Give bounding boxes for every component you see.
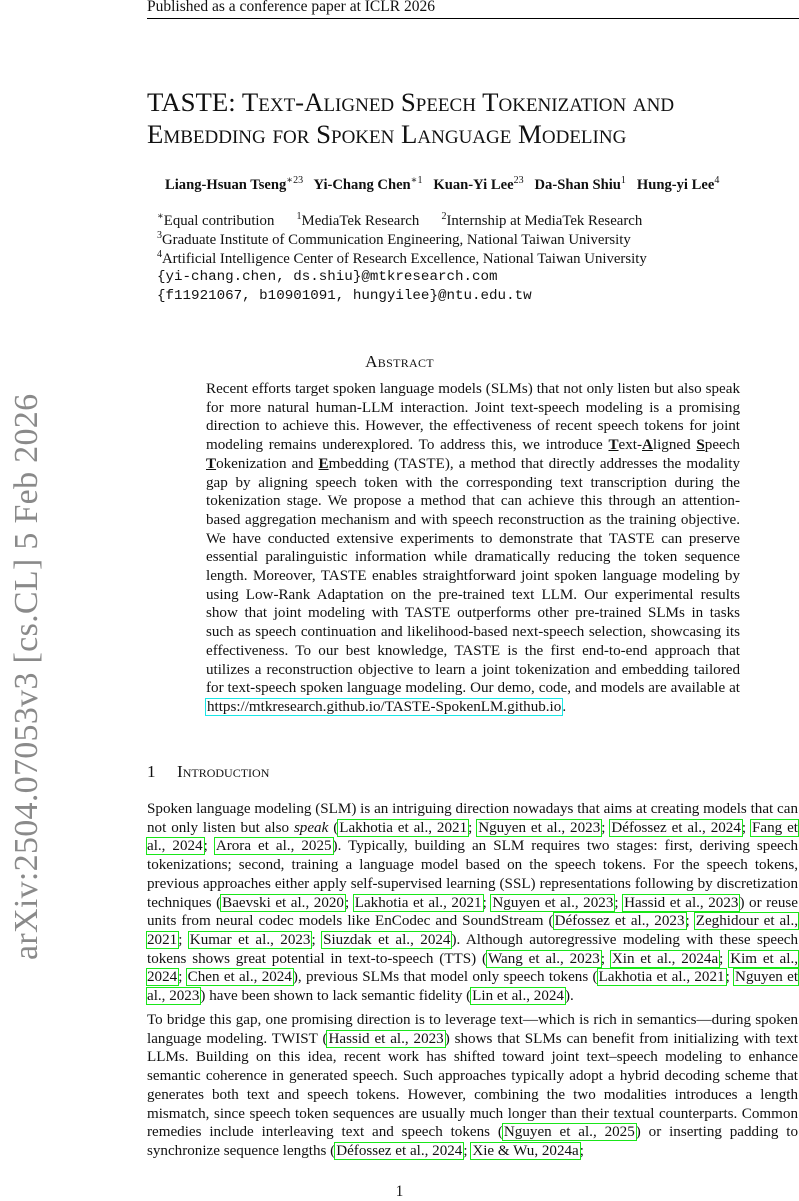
body-text: ). Although autoregressive modeling with these speech tokens shows great potential in text-to-speech (TTS) ( bbox=[147, 931, 799, 967]
affiliation-line-4 bbox=[157, 249, 647, 268]
abstract-heading: Abstract bbox=[365, 352, 434, 371]
body-text: ; bbox=[601, 819, 611, 836]
abstract-part: mbedding (TASTE), a method that directly addresses the modality gap by aligning speech token with the corresponding text transcription during the tokenization stage. We propose a method that can achieve this through an attention-based aggregation mechanism and with speech reconstruction as the training objective. We have conducted extensive experiments to demonstrate that TASTE can preserve essential paralinguistic information while dramatically reducing the token sequence length. Moreover, TASTE enables straightforward joint spoken language modeling by using Low-Rank Adaptation on the pre-trained text LLM. Our experimental results show that joint modeling with TASTE outperforms other pre-trained SLMs in tasks such as speech continuation and likelihood-based next-speech selection, showcasing its effectiveness. To our best knowledge, TASTE is the first end-to-end approach that utilizes a reconstruction objective to learn a joint tokenization and embedding tailored for text-speech spoken language modeling. Our demo, code, and models are available at bbox=[206, 455, 740, 697]
body-text: ; bbox=[741, 819, 752, 836]
email-line-1: {yi-chang.chen, ds.shiu}@mtkresearch.com bbox=[157, 269, 498, 285]
author-sup: ∗23 bbox=[286, 175, 304, 186]
body-text: ; bbox=[482, 894, 492, 911]
author-name: Kuan-Yi Lee bbox=[433, 176, 514, 193]
citation-link[interactable]: Lakhotia et al., 2021 bbox=[354, 894, 482, 911]
affiliation-4: Artificial Intelligence Center of Research Excellence, National Taiwan University bbox=[162, 250, 647, 267]
abstract-part: okenization and bbox=[216, 455, 319, 472]
affiliation-line-1 bbox=[157, 211, 642, 230]
body-text: ) have been shown to lack semantic fidelity ( bbox=[200, 988, 472, 1005]
body-text: ; bbox=[311, 931, 323, 948]
author-sup: 4 bbox=[714, 175, 720, 186]
author-sup: 1 bbox=[620, 175, 626, 186]
body-text: ; bbox=[579, 1142, 584, 1159]
title-line-1: TASTE: Text-Aligned Speech Tokenization and bbox=[147, 87, 675, 117]
aff2-sup: 2 bbox=[441, 211, 447, 222]
citation-link[interactable]: Défossez et al., 2024 bbox=[611, 819, 741, 836]
affiliation-1: MediaTek Research bbox=[301, 212, 420, 229]
citation-link[interactable]: Zeghidour et al., 2021 bbox=[147, 913, 798, 948]
abstract-part: . bbox=[562, 698, 567, 715]
body-text: ), previous SLMs that model only speech tokens ( bbox=[292, 969, 598, 986]
abstract-part: ligned bbox=[652, 437, 697, 454]
citation-link[interactable]: Défossez et al., 2024 bbox=[336, 1142, 463, 1159]
citation-link[interactable]: Xie & Wu, 2024a bbox=[472, 1142, 579, 1159]
citation-link[interactable]: Lin et al., 2024 bbox=[472, 988, 564, 1005]
citation-link[interactable]: Défossez et al., 2023 bbox=[554, 913, 685, 930]
body-text: ). Typically, building an SLM requires two stages: first, deriving speech tokenizations; second, training a language model based on the speech tokens. For the speech tokens, previous approaches either apply self-supervised learning (SSL) representations following by discretization techniques ( bbox=[147, 838, 798, 911]
body-text: ) or inserting padding to synchronize sequence lengths ( bbox=[147, 1124, 798, 1159]
body-text: ; bbox=[685, 913, 695, 930]
project-url-link[interactable]: https://mtkresearch.github.io/TASTE-SpokenLM.github.io bbox=[207, 698, 562, 715]
body-text: ; bbox=[725, 969, 735, 986]
intro-paragraph-1 bbox=[147, 800, 798, 1006]
page-number: 1 bbox=[395, 1183, 404, 1200]
paper-title bbox=[147, 86, 799, 150]
citation-link[interactable]: Baevski et al., 2020 bbox=[222, 894, 344, 911]
section-title: Introduction bbox=[177, 762, 270, 781]
citation-link[interactable]: Fang et al., 2024 bbox=[147, 819, 798, 855]
citation-link[interactable]: Hassid et al., 2023 bbox=[328, 1030, 444, 1047]
author-name: Liang-Hsuan Tseng bbox=[165, 176, 287, 193]
body-text: ; bbox=[614, 894, 624, 911]
citation-link[interactable]: Lakhotia et al., 2021 bbox=[339, 819, 468, 836]
body-text: ; bbox=[203, 838, 215, 855]
citation-link[interactable]: Kim et al., 2024 bbox=[147, 950, 798, 986]
abstract-part: ext- bbox=[618, 437, 642, 454]
author-name: Da-Shan Shiu bbox=[534, 176, 621, 193]
citation-link[interactable]: Hassid et al., 2023 bbox=[624, 894, 739, 911]
aff1-sup: 1 bbox=[296, 211, 302, 222]
email-line-2: {f11921067, b10901091, hungyilee}@ntu.edu.tw bbox=[157, 288, 532, 304]
body-text: ) or reuse units from neural codec models like EnCodec and SoundStream ( bbox=[147, 894, 799, 930]
body-text: ; bbox=[463, 1142, 472, 1159]
body-text: ; bbox=[719, 950, 730, 967]
section-number: 1 bbox=[147, 762, 156, 781]
intro-paragraph-2 bbox=[147, 1011, 798, 1161]
acronym-letter: E bbox=[318, 455, 329, 472]
affiliation-3: Graduate Institute of Communication Engineering, National Taiwan University bbox=[162, 231, 631, 248]
body-text: Spoken language modeling (SLM) is an intriguing direction nowadays that aims at creating models that can not only listen but also bbox=[147, 801, 798, 836]
citation-link[interactable]: Chen et al., 2024 bbox=[187, 969, 292, 986]
citation-link[interactable]: Wang et al., 2023 bbox=[488, 950, 600, 967]
acronym-letter: A bbox=[642, 437, 653, 454]
abstract-text bbox=[206, 380, 740, 717]
body-text: ; bbox=[468, 819, 478, 836]
acronym-letter: T bbox=[206, 455, 217, 472]
body-text: ; bbox=[600, 950, 611, 967]
body-text: ; bbox=[344, 894, 354, 911]
header-rule bbox=[147, 18, 799, 19]
abstract-part: Recent efforts target spoken language models (SLMs) that not only listen but also speak for more natural human-LLM interaction. Joint text-speech modeling is a promising direction to achieve this. However, the effectiveness of recent speech tokens for joint modeling remains underexplored. To address this, we introduce bbox=[206, 381, 740, 454]
author-sup: ∗1 bbox=[410, 175, 423, 186]
body-text: ( bbox=[328, 819, 339, 836]
body-text: To bridge this gap, one promising direction is to leverage text—which is rich in semantics—during spoken language modeling. TWIST ( bbox=[147, 1012, 798, 1047]
aff3-sup: 3 bbox=[157, 230, 162, 241]
body-text: ). bbox=[564, 988, 574, 1005]
title-line-2: Embedding for Spoken Language Modeling bbox=[147, 119, 627, 149]
citation-link[interactable]: Nguyen et al., 2023 bbox=[478, 819, 601, 836]
emphasis-text: speak bbox=[293, 819, 329, 836]
citation-link[interactable]: Nguyen et al., 2025 bbox=[503, 1124, 635, 1141]
author-list bbox=[165, 175, 719, 194]
author-name: Hung-yi Lee bbox=[636, 176, 715, 193]
equal-sup: ∗ bbox=[157, 211, 164, 222]
author-sup: 23 bbox=[513, 175, 524, 186]
aff4-sup: 4 bbox=[157, 249, 162, 260]
citation-link[interactable]: Xin et al., 2024a bbox=[611, 950, 719, 967]
equal-contribution-note: Equal contribution bbox=[163, 212, 275, 229]
running-head: Published as a conference paper at ICLR 2026 bbox=[147, 0, 435, 15]
body-text: ) shows that SLMs can benefit from initializing with text LLMs. Building on this idea, recent work has shifted toward joint text–speech modeling to enhance semantic coherence in generated speech. Such approaches typically adopt a hybrid decoding scheme that generates both text and speech tokens. However, combining the two modalities introduces a length mismatch, since speech token sequences are usually much longer than their textual counterparts. Common remedies include interleaving text and speech tokens ( bbox=[147, 1030, 798, 1141]
acronym-letter: T bbox=[608, 437, 619, 454]
citation-link[interactable]: Nguyen et al., 2023 bbox=[147, 969, 799, 1005]
citation-link[interactable]: Siuzdak et al., 2024 bbox=[323, 931, 451, 948]
arxiv-identifier: arXiv:2504.07053v3 [cs.CL] 5 Feb 2026 bbox=[8, 393, 45, 960]
affiliation-line-3 bbox=[157, 230, 631, 249]
affiliation-2: Internship at MediaTek Research bbox=[446, 212, 643, 229]
citation-link[interactable]: Lakhotia et al., 2021 bbox=[598, 969, 725, 986]
acronym-letter: S bbox=[696, 437, 705, 454]
citation-link[interactable]: Arora et al., 2025 bbox=[215, 838, 332, 855]
body-text: ; bbox=[178, 931, 189, 948]
abstract-part: peech bbox=[704, 437, 740, 454]
body-text: ; bbox=[178, 969, 187, 986]
author-name: Yi-Chang Chen bbox=[313, 176, 411, 193]
citation-link[interactable]: Nguyen et al., 2023 bbox=[492, 894, 614, 911]
citation-link[interactable]: Kumar et al., 2023 bbox=[189, 931, 311, 948]
section-heading-introduction bbox=[147, 762, 269, 782]
